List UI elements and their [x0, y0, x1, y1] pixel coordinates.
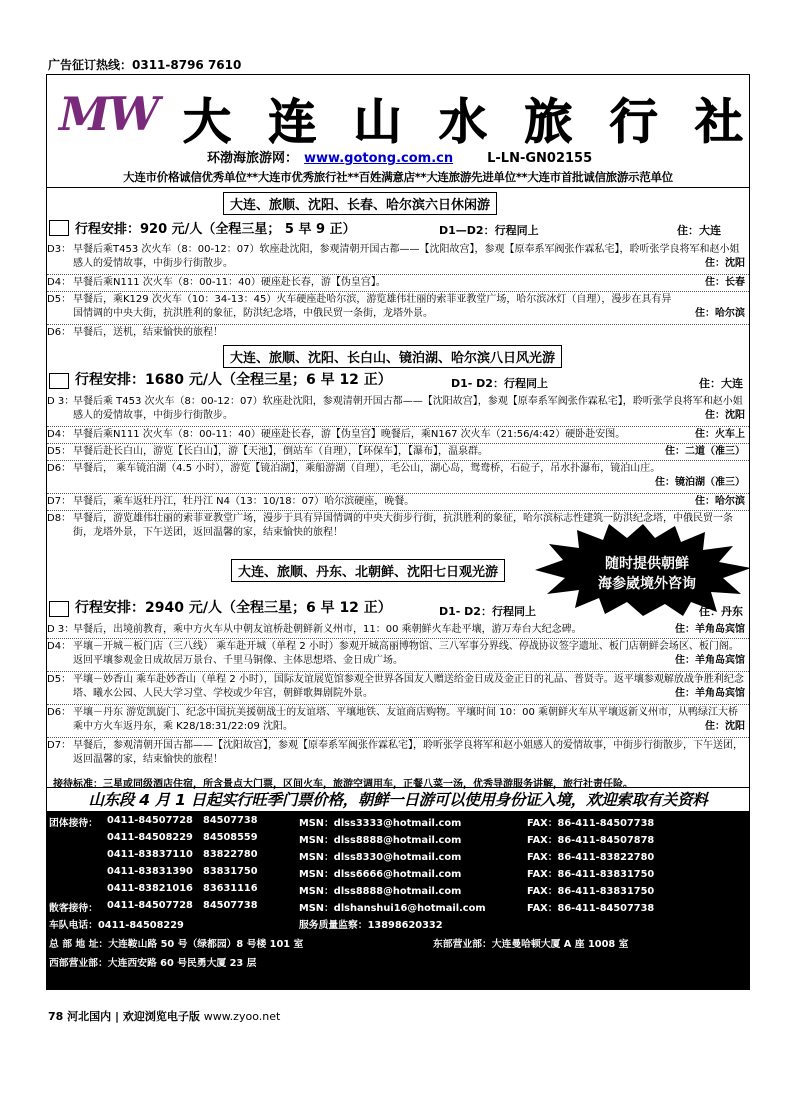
ad-hotline: 广告征订热线：0311-8796 7610: [48, 58, 242, 72]
agency-name-char: 旅: [524, 94, 573, 150]
day-stay: 住：羊角岛宾馆: [675, 688, 745, 699]
itinerary-day: D 3： 早餐后乘 T453 次火车（8：00-12：07）软座赴沈阳，参观清朝开国古都——【沈阳故宫】，参观【原奉系军阀张作霖私宅】，聆听张学良将军和赵小姐感人的爱情故事，中街步行街散步。 住：沈阳: [47, 396, 745, 421]
itinerary-day: D6： 早餐后，送机，结束愉快的旅程！: [47, 327, 223, 338]
honors-line: 大连市价格诚信优秀单位**大连市优秀旅行社**百姓满意店**大连旅游先进单位**大连市首批诚信旅游示范单位: [123, 170, 673, 184]
address-row: [47, 936, 749, 952]
day-stay: 住：羊角岛宾馆: [675, 624, 745, 635]
tour-plan: 行程安排：2940 元/人（全程三星；6 早 12 正）: [75, 600, 392, 616]
tour-d1-d2: D1—D2：行程同上: [439, 224, 539, 237]
day-stay: 住：沈阳: [705, 410, 745, 421]
day-stay: 住：羊角岛宾馆: [675, 655, 745, 666]
divider: [47, 737, 749, 738]
tour-title: 大连、旅顺、沈阳、长白山、镜泊湖、哈尔滨八日风光游: [223, 345, 562, 368]
section-name: 河北国内: [67, 1010, 112, 1023]
fleet-phone: 车队电话：0411-84508229: [49, 920, 184, 931]
tour-title: 大连、旅顺、沈阳、长春、哈尔滨六日休闲游: [223, 192, 497, 215]
tour-d1-d2-stay: 住：丹东: [699, 605, 743, 618]
day-stay: 住：镜泊湖（准三）: [655, 477, 745, 488]
divider: [47, 493, 749, 494]
footer-link[interactable]: www.zyoo.net: [203, 1010, 281, 1023]
agency-name: [183, 83, 743, 152]
page-footer: 78 河北国内 | 欢迎浏览电子版 www.zyoo.net: [48, 1010, 281, 1023]
east-branch: 东部营业部：大连曼哈顿大厦 A 座 1008 室: [433, 939, 629, 950]
tour-plan: 行程安排：920 元/人（全程三星； 5 早 9 正）: [75, 222, 356, 237]
arrow-icon: [49, 601, 69, 617]
day-stay: 住：二道（准三）: [665, 446, 745, 457]
divider: [47, 443, 749, 444]
agency-name-char: 山: [353, 94, 402, 150]
tour-d1-d2-stay: 住：大连: [699, 377, 743, 390]
itinerary-day: D3： 早餐后乘T453 次火车（8：00-12：07）软座赴沈阳，参观清朝开国古都——【沈阳故宫】，参观【原奉系军阀张作霖私宅】，聆听张学良将军和赵小姐感人的爱情故事，中街步行街散步。 住：沈阳: [47, 244, 745, 269]
notice-banner: 山东段 4 月 1 日起实行旺季门票价格，朝鲜一日游可以使用身份证入境，欢迎索取有关资料: [88, 791, 708, 809]
itinerary-day: D 3： 早餐后，出境前教育，乘中方火车从中朝友谊桥赴朝鲜新义州市，11：00 乘朝鲜火车赴平壤，游万寿台大纪念碑。 住：羊角岛宾馆: [47, 624, 745, 635]
itinerary-day: D4： 早餐后乘N111 次火车（8：00-11：40）硬座赴长春，游【伪皇宫】晚餐后，乘N167 次火车（21:56/4:42）硬卧赴安图。 住：火车上: [47, 429, 745, 440]
ad-frame: [46, 74, 750, 990]
arrow-icon: [49, 220, 69, 236]
day-stay: 住：沈阳: [705, 258, 745, 269]
divider: [47, 671, 749, 672]
divider: [47, 460, 749, 461]
itinerary-day: D6： 早餐后， 乘车镜泊湖（4.5 小时），游览【镜泊湖】，乘船游湖（自理），毛公山，湖心岛，鸳鸯桥，石砬子，吊水扑瀑布，镜泊山庄。 住：镜泊湖（准三）: [47, 463, 745, 488]
contact-block: [47, 811, 749, 989]
hq-address: 总 部 地 址：大连鞍山路 50 号（绿都园）8 号楼 101 室: [49, 939, 304, 950]
agency-name-char: 行: [609, 94, 658, 150]
itinerary-day: D7： 早餐后，乘车返牡丹江，牡丹江 N4（13：10/18：07）哈尔滨硬座，晚餐。 住：哈尔滨: [47, 496, 745, 507]
divider: [47, 426, 749, 427]
tour-d1-d2: D1- D2：行程同上: [451, 377, 548, 390]
contact-row: 0411-83831390 83831750 MSN：dlss6666@hotmail.com FAX：86-411-83831750: [107, 866, 655, 880]
tour-title: 大连、旅顺、丹东、北朝鲜、沈阳七日观光游: [231, 559, 505, 582]
license-number: L-LN-GN02155: [487, 151, 593, 166]
west-branch: 西部营业部：大连西安路 60 号民勇大厦 23 层: [49, 958, 257, 969]
day-stay: 住：哈尔滨: [695, 308, 745, 319]
itinerary-day: D5： 平壤－妙香山 乘车赴妙香山（单程 2 小时），国际友谊展览馆参观全世界各国友人赠送给金日成及金正日的礼品、普贤寺。返平壤参观解放战争胜利纪念塔、曦水公园、人民大学习堂、学校或少年宫，朝鲜歌舞剧院外景。 住：羊角岛宾馆: [47, 674, 745, 699]
day-stay: 住：长春: [705, 277, 745, 288]
contact-row: 0411-83837110 83822780 MSN：dlss8330@hotmail.com FAX：86-411-83822780: [107, 849, 655, 863]
page-number: 78: [48, 1010, 64, 1023]
day-stay: 住：哈尔滨: [695, 496, 745, 507]
agency-name-char: 水: [438, 94, 487, 150]
arrow-icon: [49, 373, 69, 389]
day-stay: 住：火车上: [695, 429, 745, 440]
contact-row: 散客接待： 0411-84507728 84507738 MSN：dlshanshui16@hotmail.com FAX：86-411-84507738: [49, 900, 655, 914]
agency-name-char: 大: [183, 94, 232, 150]
contact-row: 0411-84508229 84508559 MSN：dlss8888@hotmail.com FAX：86-411-84507878: [107, 832, 655, 846]
service-standard: 接待标准：三星或同级酒店住宿，所含景点大门票，区间火车，旅游空调用车，正餐八菜一汤，优秀导游服务讲解，旅行社责任险。: [53, 779, 633, 790]
itinerary-day: D8： 早餐后，游览雄伟壮丽的索菲亚教堂广场，漫步于具有异国情调的中央大街步行街，抗洪胜利的象征，哈尔滨标志性建筑一防洪纪念塔，中俄民贸一条街，龙塔外景，下午送团，返回温馨的家，结束愉快的旅程！: [47, 513, 733, 538]
itinerary-day: D4： 平壤－开城－板门店（三八线） 乘车赴开城（单程 2 小时）参观开城高丽博物馆、三八军事分界线、停战协议签字遗址、板门店朝鲜会场区、板门阁。返回平壤参观金日成故居万景台、千里马铜像、主体思想塔、金日成广场。 住：羊角岛宾馆: [47, 641, 745, 666]
burst-line-1: 随时提供朝鲜: [605, 556, 689, 572]
burst-line-2: 海参崴境外咨询: [598, 576, 696, 592]
divider: [47, 638, 749, 639]
divider: [47, 704, 749, 705]
agency-name-char: 社: [694, 94, 743, 150]
divider: [47, 291, 749, 292]
itinerary-day: D4： 早餐后乘N111 次火车（8：00-11：40）硬座赴长春，游【伪皇宫】。 住：长春: [47, 277, 745, 288]
tour-d1-d2-stay: 住：大连: [677, 224, 721, 237]
site-label: 环渤海旅游网：: [207, 151, 299, 166]
fleet-row: [47, 917, 749, 933]
contact-row: 团体接待： 0411-84507728 84507738 MSN：dlss3333@hotmail.com FAX：86-411-84507738: [49, 815, 655, 829]
tour-d1-d2: D1- D2：行程同上: [439, 605, 536, 618]
divider: [47, 510, 749, 511]
tour-plan: 行程安排：1680 元/人（全程三星；6 早 12 正）: [75, 372, 392, 388]
itinerary-day: D5： 早餐后赴长白山，游览【长白山】，游【天池】，倒站车（自理），【环保车】，【瀑布】，温泉群。 住：二道（准三）: [47, 446, 745, 457]
site-link[interactable]: www.gotong.com.cn: [304, 151, 454, 166]
itinerary-day: D7： 早餐后，参观清朝开国古都——【沈阳故宫】，参观【原奉系军阀张作霖私宅】，聆听张学良将军和赵小姐感人的爱情故事，中街步行街散步，下午送团，返回温馨的家，结束愉快的旅程！: [47, 740, 743, 765]
contact-row: 0411-83821016 83631116 MSN：dlss8888@hotmail.com FAX：86-411-83831750: [107, 883, 655, 897]
agency-name-char: 连: [268, 94, 317, 150]
itinerary-day: D5： 早餐后，乘K129 次火车（10：34-13：45）火车硬座赴哈尔滨，游览雄伟壮丽的索菲亚教堂广场，哈尔滨冰灯（自理），漫步在具有异国情调的中央大街，抗洪胜利的象征，防洪纪念塔，中俄民贸一条街，龙塔外景。 住：哈尔滨: [47, 294, 745, 319]
divider: [47, 187, 749, 188]
address-row: [47, 955, 749, 971]
mw-logo: MW: [59, 87, 158, 141]
itinerary-day: D6： 平壤－丹东 游览凯旋门、纪念中国抗美援朝战士的友谊塔、平壤地铁、友谊商店购物。平壤时间 10：00 乘朝鲜火车从平壤返新义州市，从鸭绿江大桥乘中方火车返丹东，乘 K28/18:31/22:09 沈阳。 住：沈阳: [47, 707, 745, 732]
divider: [47, 274, 749, 275]
footer-slogan: 欢迎浏览电子版: [122, 1010, 200, 1023]
divider: [47, 324, 749, 325]
day-stay: 住：沈阳: [705, 721, 745, 732]
brand-header: [55, 81, 745, 150]
quality-hotline: 服务质量监察：13898620332: [299, 920, 443, 931]
website-line: [207, 147, 592, 166]
